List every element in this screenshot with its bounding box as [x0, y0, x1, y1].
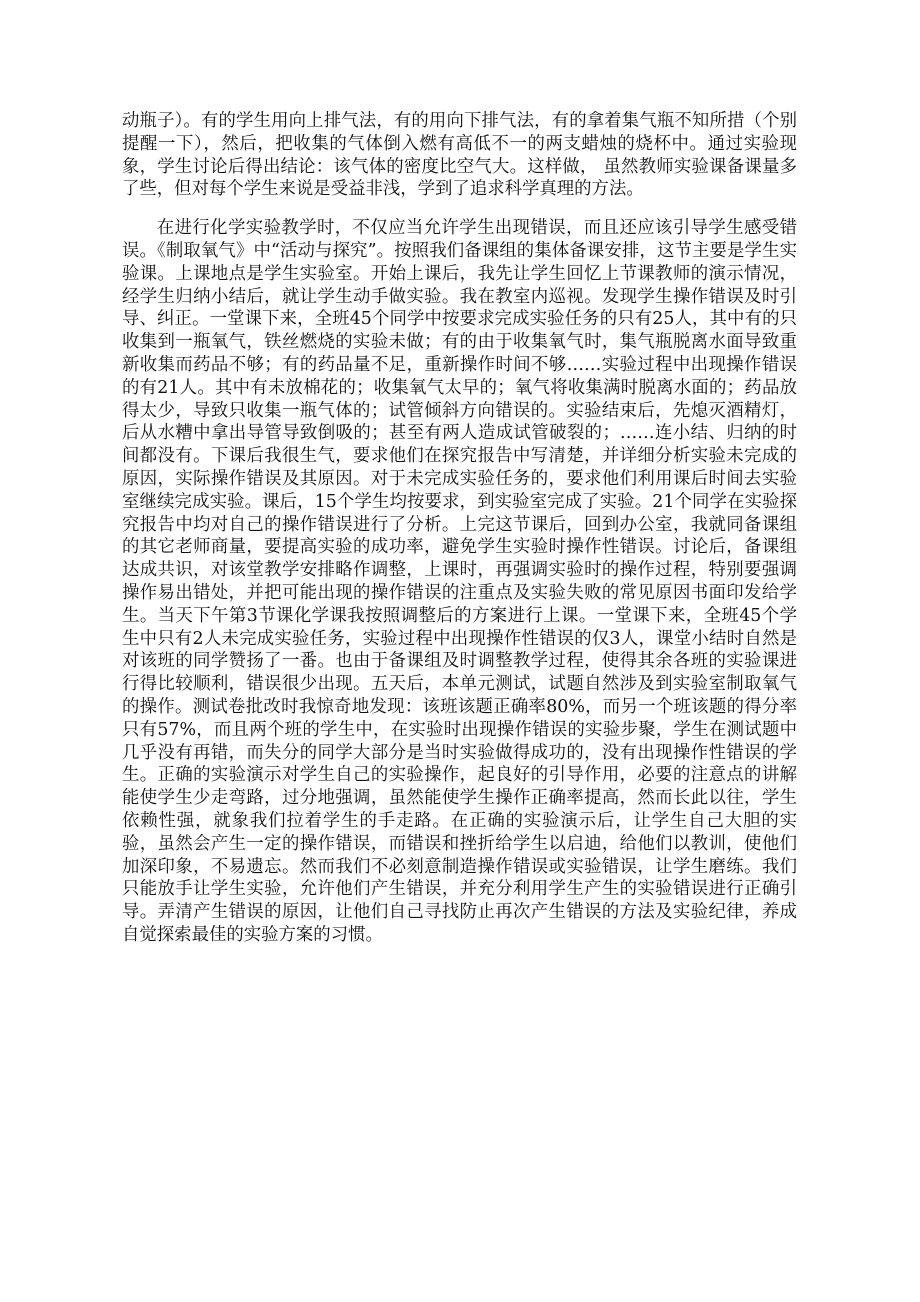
- paragraph-2: 在进行化学实验教学时，不仅应当允许学生出现错误，而且还应该引导学生感受错误。《制取氧气》中“活动与探究”。按照我们备课组的集体备课安排，这节主要是学生实验课。上课地点是学生实验室。开始上课后，我先让学生回忆上节课教师的演示情况，经学生归纳小结后，就让学生动手做实验。我在教室内巡视。发现学生操作错误及时引导、纠正。一堂课下来，全班45个同学中按要求完成实验任务的只有25人，其中有的只收集到一瓶氧气，铁丝燃烧的实验未做；有的由于收集氧气时，集气瓶脱离水面导致重新收集而药品不够；有的药品量不足，重新操作时间不够……实验过程中出现操作错误的有21人。其中有未放棉花的；收集氧气太早的；氧气将收集满时脱离水面的；药品放得太少，导致只收集一瓶气体的；试管倾斜方向错误的。实验结束后，先熄灭酒精灯，后从水糟中拿出导管导致倒吸的；甚至有两人造成试管破裂的；……连小结、归纳的时间都没有。下课后我很生气，要求他们在探究报告中写清楚，并详细分析实验未完成的原因，实际操作错误及其原因。对于未完成实验任务的，要求他们利用课后时间去实验室继续完成实验。课后，15个学生均按要求，到实验室完成了实验。21个同学在实验探究报告中均对自己的操作错误进行了分析。上完这节课后，回到办公室，我就同备课组的其它老师商量，要提高实验的成功率，避免学生实验时操作性错误。讨论后，备课组达成共识，对该堂教学安排略作调整，上课时，再强调实验时的操作过程，特别要强调操作易出错处，并把可能出现的操作错误的注重点及实验失败的常见原因书面印发给学生。当天下午第3节课化学课我按照调整后的方案进行上课。一堂课下来，全班45个学生中只有2人未完成实验任务，实验过程中出现操作性错误的仅3人，课堂小结时自然是对该班的同学赞扬了一番。也由于备课组及时调整教学过程，使得其余各班的实验课进行得比较顺利，错误很少出现。五天后，本单元测试，试题自然涉及到实验室制取氧气的操作。测试卷批改时我惊奇地发现：该班该题正确率80%，而另一个班该题的得分率只有57%，而且两个班的学生中，在实验时出现操作错误的实验步聚，学生在测试题中几乎没有再错，而失分的同学大部分是当时实验做得成功的，没有出现操作性错误的学生。正确的实验演示对学生自己的实验操作，起良好的引导作用，必要的注意点的讲解能使学生少走弯路，过分地强调，虽然能使学生操作正确率提高，然而长此以往，学生依赖性强，就象我们拉着学生的手走路。在正确的实验演示后，让学生自己大胆的实验，虽然会产生一定的操作错误，而错误和挫折给学生以启迪，给他们以教训，使他们加深印象，不易遗忘。然而我们不必刻意制造操作错误或实验错误，让学生磨练。我们只能放手让学生实验，允许他们产生错误，并充分利用学生产生的实验错误进行正确引导。弄清产生错误的原因，让他们自己寻找防止再次产生错误的方法及实验纪律，养成自觉探索最佳的实验方案的习惯。: [122, 218, 797, 945]
- document-body: [122, 110, 797, 947]
- paragraph-1: 动瓶子）。有的学生用向上排气法，有的用向下排气法，有的拿着集气瓶不知所措（个别提醒一下），然后，把收集的气体倒入燃有高低不一的两支蜡烛的烧杯中。通过实验现象，学生讨论后得出结论：该气体的密度比空气大。这样做， 虽然教师实验课备课量多了些，但对每个学生来说是受益非浅，学到了追求科学真理的方法。: [122, 111, 797, 200]
